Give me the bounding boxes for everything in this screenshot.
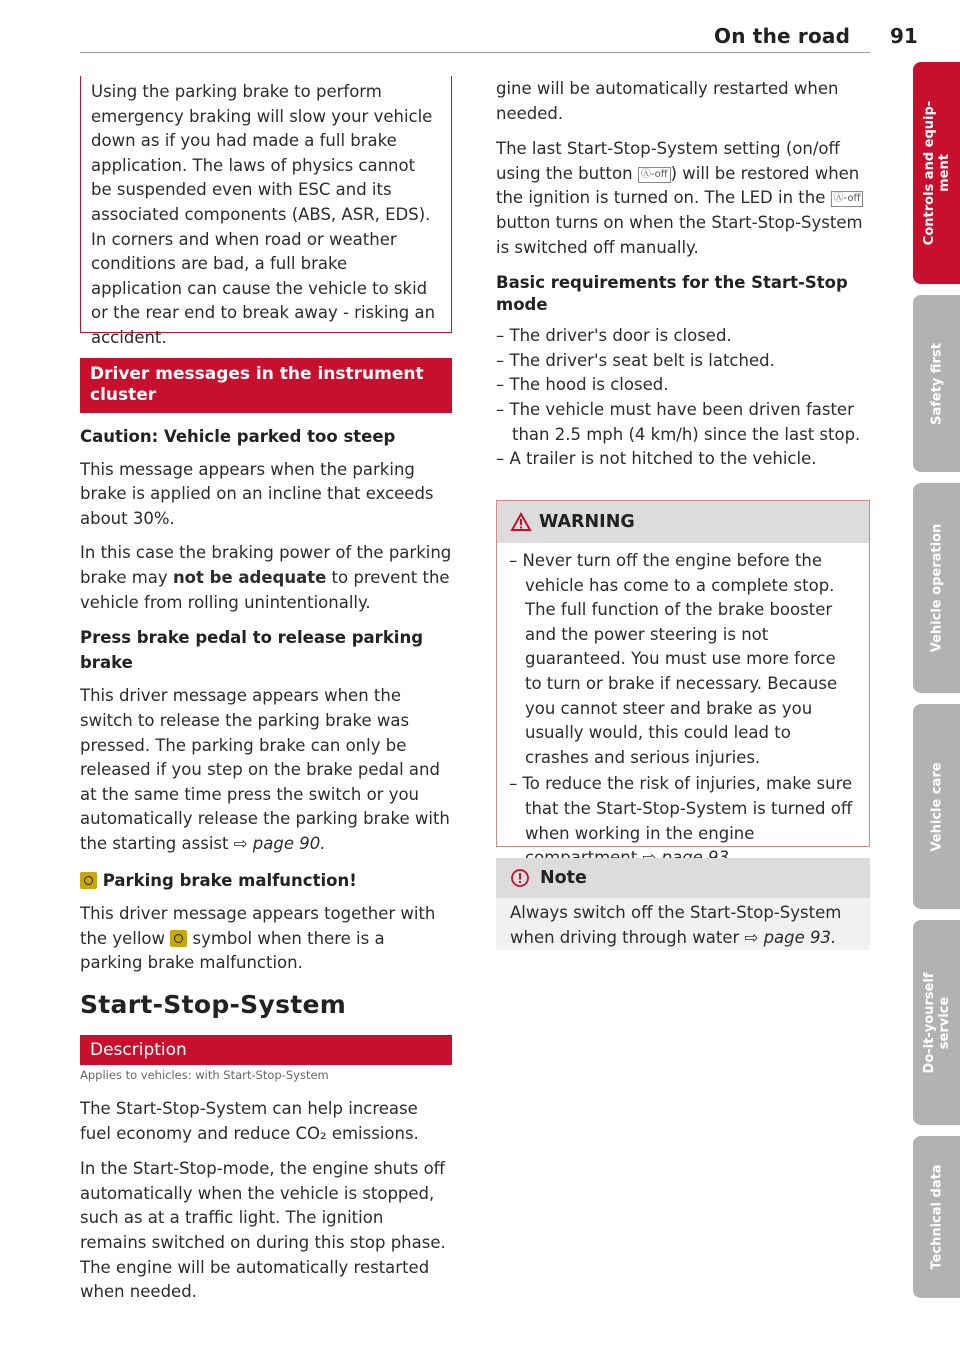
caution-box — [80, 76, 452, 347]
parking-brake-warning-icon — [170, 930, 187, 947]
applies-to-note: Applies to vehicles: with Start-Stop-System — [80, 1068, 329, 1082]
page-section-title: On the road — [714, 24, 851, 48]
tab-controls-and-equipment[interactable]: Controls and equip- ment — [913, 62, 960, 284]
caution-text: Using the parking brake to perform emergency braking will slow your vehicle down as if you had made a full brake application. The laws of physics cannot be suspended even with ESC and its associated components (ABS, ASR, EDS). In corners and when road or weather conditions are bad, a full brake application can cause the vehicle to skid or the rear end to break away - risking an accident. — [91, 82, 436, 347]
driver-messages-section — [80, 425, 452, 976]
tab-technical-data[interactable]: Technical data — [913, 1136, 960, 1298]
note-text: Always switch off the Start-Stop-System when driving through water ⇨ page 93. — [510, 903, 842, 947]
tab-safety-first[interactable]: Safety first — [913, 295, 960, 472]
list-item: – The driver's door is closed. — [496, 326, 732, 346]
note-info-icon — [510, 868, 530, 888]
malfunction-paragraph: This driver message appears together with the yellow symbol when there is a parking brake malfunction. — [80, 904, 436, 973]
vehicle-parked-heading: Caution: Vehicle parked too steep — [80, 427, 396, 446]
description-heading: Description — [80, 1035, 452, 1065]
vehicle-parked-paragraph-2: In this case the braking power of the parking brake may not be adequate to prevent the vehicle from rolling unintentionally. — [80, 543, 452, 612]
driver-messages-heading: Driver messages in the instrument cluster — [80, 358, 452, 413]
note-header — [496, 858, 870, 898]
description-paragraph-3: The last Start-Stop-System setting (on/off using the button Ⓐ-off ) will be restored when the ignition is turned on. The LED in the Ⓐ-off button turns on when the Start-Stop-System is switched off manually. — [496, 139, 863, 257]
malfunction-heading: Parking brake malfunction! — [80, 869, 452, 894]
description-paragraph-2: In the Start-Stop-mode, the engine shuts off automatically when the vehicle is stopped, such as at a traffic light. The ignition remains switched on during this stop phase. The engine will be automatically restarted when needed. — [80, 1159, 446, 1302]
requirements-list — [496, 324, 870, 472]
parking-brake-warning-icon — [80, 872, 97, 889]
start-stop-title: Start-Stop-System — [80, 990, 347, 1019]
note-title: Note — [540, 868, 587, 888]
tab-vehicle-care[interactable]: Vehicle care — [913, 704, 960, 909]
list-item: – Never turn off the engine before the vehicle has come to a complete stop. The full function of the brake booster and the power steering is not guaranteed. You must use more force to turn or brake if necessary. Because you cannot steer and brake as you usually would, this could lead to crashes and serious injuries. — [509, 551, 838, 767]
warning-title: WARNING — [539, 512, 635, 532]
warning-list — [509, 549, 857, 871]
list-item: – The vehicle must have been driven faster than 2.5 mph (4 km/h) since the last stop. — [496, 399, 861, 444]
requirements-heading: Basic requirements for the Start-Stop mode — [496, 273, 848, 315]
page-93-link[interactable]: ⇨ page 93. — [744, 927, 837, 947]
press-pedal-heading: Press brake pedal to release parking brake — [80, 628, 424, 672]
description-continued: gine will be automatically restarted when needed. — [496, 79, 839, 123]
warning-triangle-icon — [511, 513, 531, 531]
start-stop-button-icon: Ⓐ-off — [831, 191, 864, 207]
note-box — [496, 858, 870, 950]
tab-do-it-yourself-service[interactable]: Do-it-yourself service — [913, 920, 960, 1125]
emphasis-not-adequate: not be adequate — [172, 567, 327, 587]
start-stop-button-icon: Ⓐ-off — [638, 167, 671, 183]
page-number: 91 — [890, 24, 918, 48]
list-item: – A trailer is not hitched to the vehicle. — [496, 449, 817, 469]
vehicle-parked-paragraph-1: This message appears when the parking brake is applied on an incline that exceeds about 30%. — [80, 459, 434, 528]
list-item: – The hood is closed. — [496, 375, 669, 395]
description-section — [80, 1097, 452, 1302]
description-paragraph-1: The Start-Stop-System can help increase fuel economy and reduce CO₂ emissions. — [80, 1099, 419, 1143]
warning-box — [496, 500, 870, 847]
tab-vehicle-operation[interactable]: Vehicle operation — [913, 483, 960, 693]
header-rule — [80, 52, 870, 53]
right-column-text — [496, 77, 870, 472]
list-item: – To reduce the risk of injuries, make sure that the Start-Stop-System is turned off when working in the engine — [509, 772, 857, 870]
list-item: – The driver's seat belt is latched. — [496, 350, 775, 370]
page-90-link[interactable]: ⇨ page 90. — [233, 833, 326, 853]
press-pedal-paragraph: This driver message appears when the switch to release the parking brake was pressed. The parking brake can only be released if you step on the brake pedal and at the same time press the switch or you automatically release the parking brake with the starting assist ⇨ page 90. — [80, 686, 450, 853]
warning-header — [497, 501, 869, 543]
